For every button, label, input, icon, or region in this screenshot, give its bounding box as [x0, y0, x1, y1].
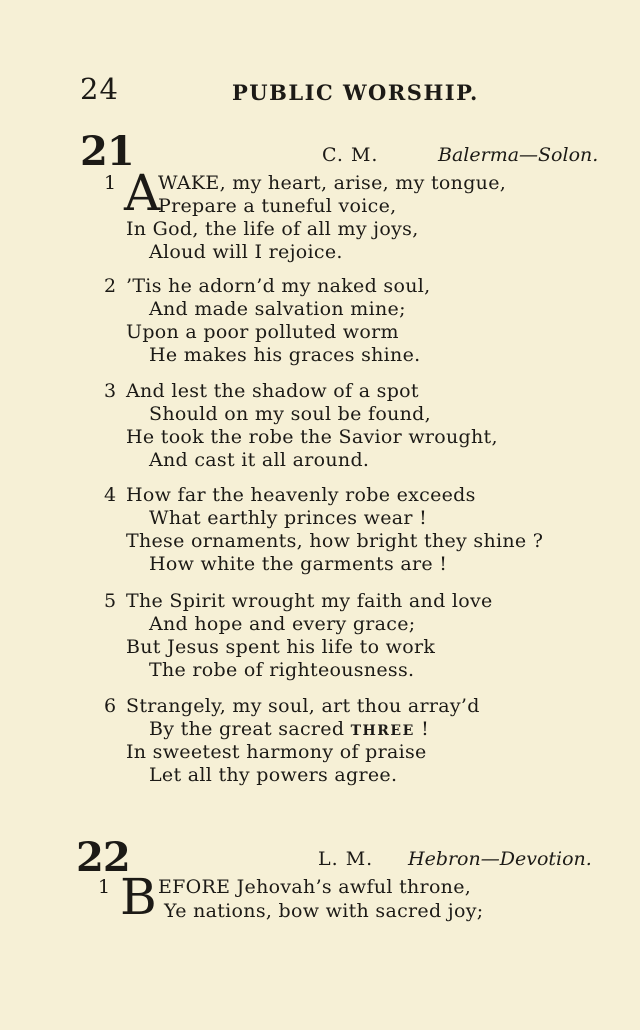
running-title: PUBLIC WORSHIP. — [232, 80, 479, 105]
verse-number: 2 — [104, 275, 117, 297]
verse-line: But Jesus spent his life to work — [126, 636, 436, 658]
verse-line: Prepare a tuneful voice, — [158, 195, 397, 217]
verse-number: 3 — [104, 380, 117, 402]
verse-line-text: By the great sacred — [149, 718, 345, 740]
verse-number: 4 — [104, 484, 117, 506]
verse-line: And lest the shadow of a spot — [126, 380, 419, 402]
punctuation: ! — [414, 718, 430, 740]
verse-number: 1 — [104, 172, 117, 194]
hymn-tunes: Hebron—Devotion. — [408, 848, 592, 870]
verse-line: And cast it all around. — [149, 449, 370, 471]
verse-line: And hope and every grace; — [149, 613, 416, 635]
drop-cap: B — [120, 868, 157, 926]
page-number: 24 — [80, 72, 119, 106]
verse-line: Let all thy powers agree. — [149, 764, 398, 786]
verse-line: In God, the life of all my joys, — [126, 218, 419, 240]
verse-line: Ye nations, bow with sacred joy; — [164, 900, 484, 922]
verse-line: ’Tis he adorn’d my naked soul, — [126, 275, 431, 297]
verse-number: 5 — [104, 590, 117, 612]
verse-line: In sweetest harmony of praise — [126, 741, 427, 763]
verse-number: 1 — [98, 876, 111, 898]
verse-line: He took the robe the Savior wrought, — [126, 426, 498, 448]
small-caps-word: THREE — [350, 723, 415, 739]
verse-number: 6 — [104, 695, 117, 717]
verse-line: Strangely, my soul, art thou array’d — [126, 695, 480, 717]
hymn-meter: C. M. — [322, 144, 379, 166]
verse-line: Aloud will I rejoice. — [149, 241, 343, 263]
hymn-meter: L. M. — [318, 848, 374, 870]
verse-line: How white the garments are ! — [149, 553, 448, 575]
verse-line: The robe of righteousness. — [149, 659, 415, 681]
verse-line: EFORE Jehovah’s awful throne, — [158, 876, 472, 898]
verse-line: Upon a poor polluted worm — [126, 321, 399, 343]
hymn-number: 22 — [76, 834, 130, 881]
verse-line — [149, 718, 429, 740]
verse-line: What earthly princes wear ! — [149, 507, 428, 529]
verse-line: He makes his graces shine. — [149, 344, 421, 366]
hymn-number: 21 — [80, 128, 134, 175]
verse-line: And made salvation mine; — [149, 298, 406, 320]
drop-cap: A — [124, 164, 161, 222]
verse-line: How far the heavenly robe exceeds — [126, 484, 476, 506]
hymn-tunes: Balerma—Solon. — [438, 144, 599, 166]
verse-line: The Spirit wrought my faith and love — [126, 590, 493, 612]
verse-line: WAKE, my heart, arise, my tongue, — [158, 172, 507, 194]
verse-line: Should on my soul be found, — [149, 403, 431, 425]
verse-line: These ornaments, how bright they shine ? — [126, 530, 544, 552]
